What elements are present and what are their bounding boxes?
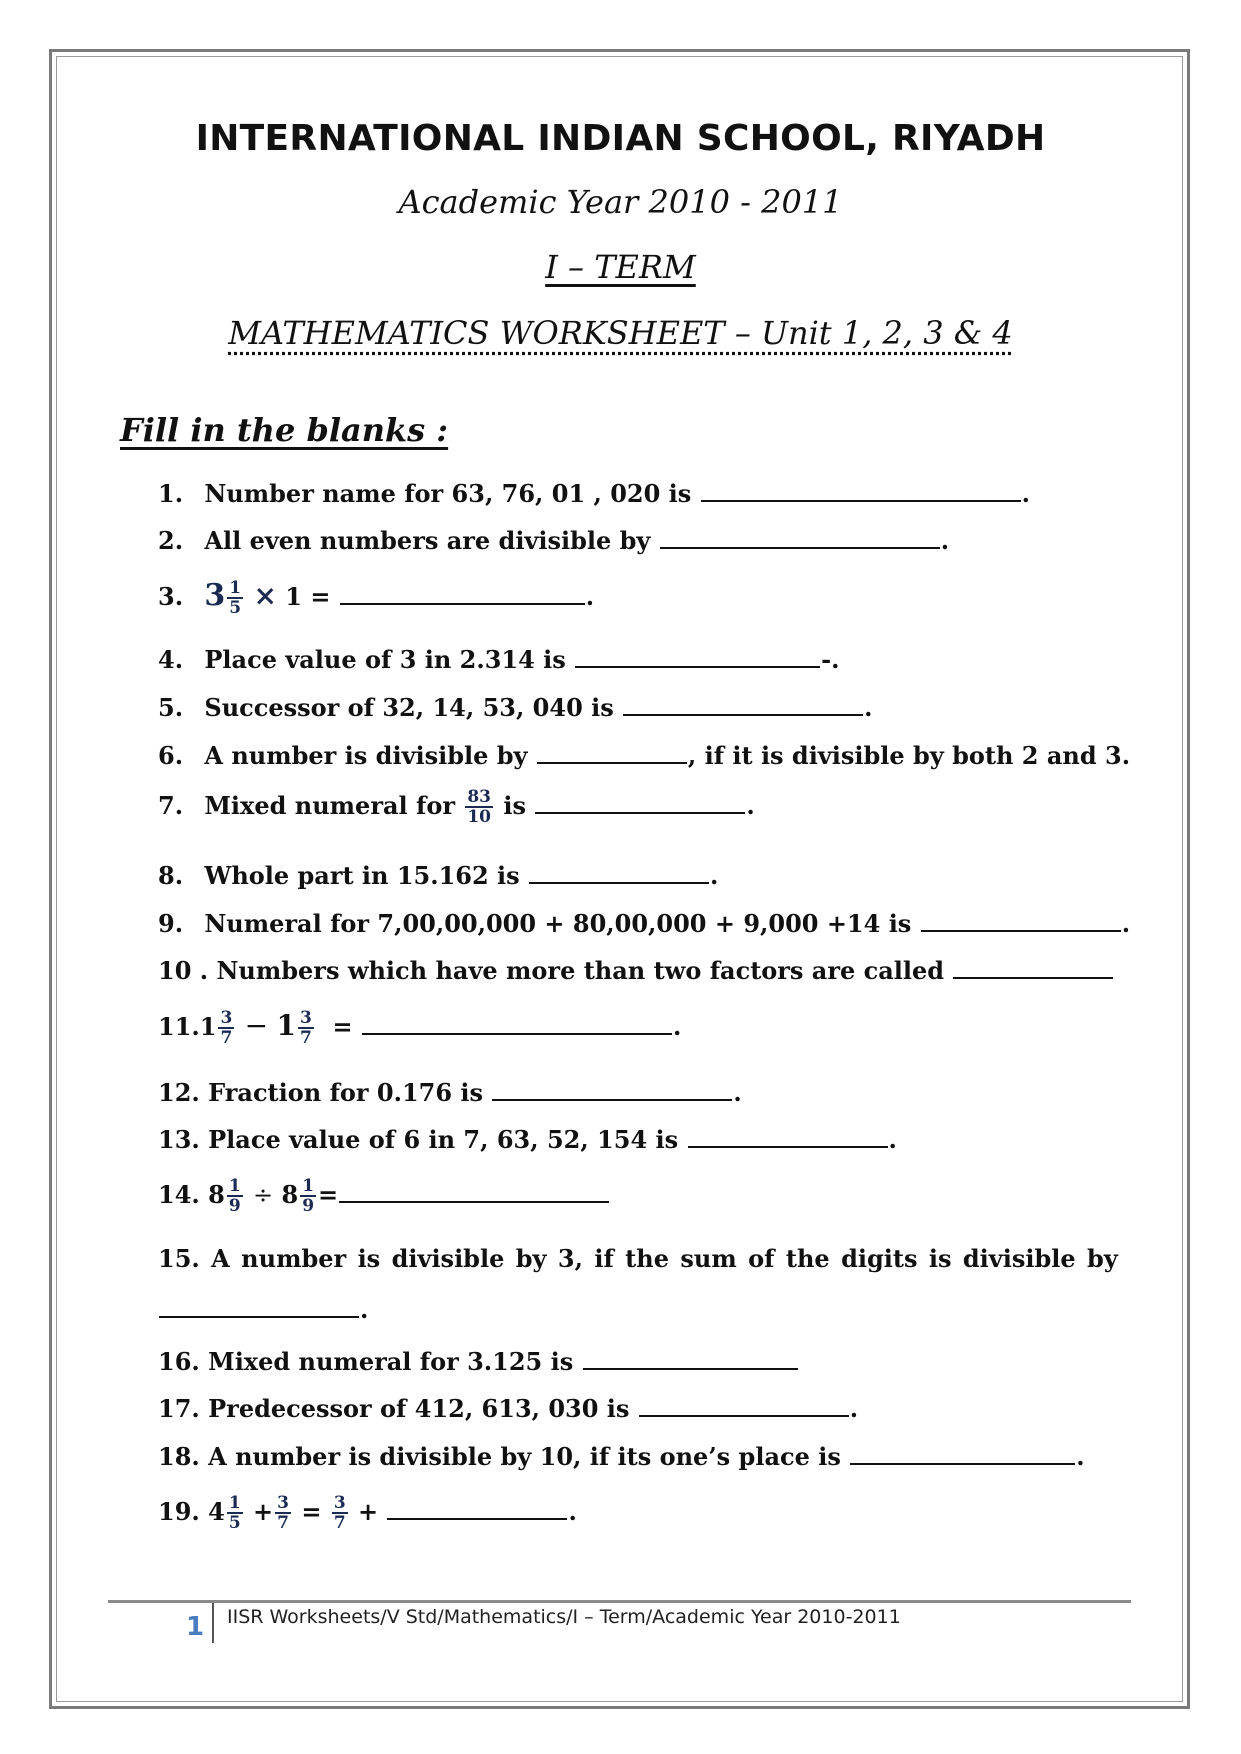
question-5: [158, 693, 873, 722]
question-number: 8.: [158, 861, 184, 890]
question-end: .: [733, 1078, 742, 1107]
numerator: 1: [228, 1493, 241, 1513]
question-end: .: [940, 526, 950, 555]
fraction: [298, 1010, 314, 1047]
question-10: [158, 956, 1114, 985]
question-word: if: [594, 1244, 614, 1273]
question-end: -.: [821, 645, 840, 674]
answer-blank[interactable]: [339, 1201, 609, 1203]
denominator: 10: [467, 807, 491, 827]
question-text: Mixed numeral for 3.125 is: [208, 1347, 574, 1376]
question-number: 12.: [158, 1078, 200, 1107]
footer-path: IISR Worksheets/V Std/Mathematics/I – Term/Academic Year 2010-2011: [227, 1606, 901, 1628]
question-end: .: [864, 693, 873, 722]
question-8: [158, 861, 719, 890]
question-number: 16.: [158, 1347, 200, 1376]
fraction: [465, 789, 493, 826]
whole-number: 1: [199, 1012, 217, 1041]
question-text: All even numbers are divisible by: [204, 526, 651, 555]
footer-rule: [108, 1600, 1131, 1603]
question-word: 3,: [557, 1244, 583, 1273]
numerator: 3: [220, 1008, 233, 1028]
fraction: [218, 1010, 234, 1047]
question-number: 4.: [158, 645, 184, 674]
divide-sign: ÷: [253, 1181, 274, 1209]
question-number: 14.: [158, 1180, 200, 1209]
numerator: 3: [299, 1008, 312, 1028]
worksheet-heading: MATHEMATICS WORKSHEET – Unit 1, 2, 3 & 4: [228, 314, 1013, 352]
question-text: Predecessor of 412, 613, 030 is: [208, 1394, 630, 1423]
denominator: 7: [220, 1028, 233, 1048]
numerator: 3: [333, 1493, 346, 1513]
question-number: 18.: [158, 1442, 200, 1471]
answer-blank[interactable]: [850, 1463, 1075, 1465]
question-word: the: [625, 1244, 669, 1273]
question-number: 2.: [158, 526, 184, 555]
numerator: 1: [228, 1176, 241, 1196]
answer-blank[interactable]: [159, 1316, 359, 1318]
question-number: 10 .: [158, 956, 209, 985]
whole-number: 8: [281, 1180, 299, 1209]
question-end: .: [1021, 479, 1031, 508]
question-text: Mixed numeral for: [204, 791, 455, 820]
fraction: [227, 1495, 243, 1532]
fraction: [227, 580, 243, 617]
question-text: Numbers which have more than two factors are called: [216, 956, 945, 985]
question-text: Fraction for 0.176 is: [208, 1078, 484, 1107]
question-15: [158, 1244, 1118, 1273]
question-number: 7.: [158, 791, 184, 820]
answer-blank[interactable]: [660, 547, 940, 549]
question-word: divisible: [391, 1244, 505, 1273]
question-word: by: [1087, 1244, 1118, 1273]
question-15-continued: [158, 1295, 369, 1324]
question-end: .: [1076, 1442, 1085, 1471]
question-word: is: [357, 1244, 381, 1273]
minus-sign: −: [244, 1009, 269, 1042]
numerator: 83: [467, 787, 491, 807]
academic-year: Academic Year 2010 - 2011: [398, 183, 843, 221]
answer-blank[interactable]: [529, 882, 709, 884]
question-text: A number is divisible by 10, if its one’s place is: [208, 1442, 841, 1471]
denominator: 5: [228, 1513, 241, 1533]
question-number: 17.: [158, 1394, 200, 1423]
answer-blank[interactable]: [623, 714, 863, 716]
question-end: .: [746, 791, 755, 820]
question-end: .: [710, 861, 719, 890]
question-text: Place value of 3 in 2.314 is: [204, 645, 566, 674]
question-end: .: [1121, 909, 1131, 938]
fraction: [300, 1178, 316, 1215]
question-word: sum: [680, 1244, 737, 1273]
whole-number: 8: [208, 1180, 225, 1209]
page-number: 1: [186, 1612, 205, 1642]
question-2: [158, 526, 950, 555]
question-1: [158, 479, 1031, 508]
denominator: 7: [333, 1513, 346, 1533]
question-16: [158, 1347, 799, 1376]
question-end: .: [849, 1394, 859, 1423]
plus-sign: +: [253, 1497, 274, 1526]
answer-blank[interactable]: [583, 1368, 798, 1370]
question-19: [158, 1495, 577, 1532]
school-title: INTERNATIONAL INDIAN SCHOOL, RIYADH: [195, 118, 1046, 159]
question-text: Place value of 6 in 7, 63, 52, 154 is: [208, 1125, 679, 1154]
denominator: 9: [302, 1196, 315, 1216]
whole-number: 3: [204, 578, 226, 613]
fraction: [275, 1495, 291, 1532]
footer-divider: [212, 1603, 214, 1643]
question-14: [158, 1178, 610, 1215]
question-number: 19.: [158, 1497, 200, 1526]
numerator: 3: [277, 1493, 289, 1513]
question-11: [158, 1010, 681, 1047]
question-word: is: [928, 1244, 952, 1273]
question-number: 13.: [158, 1125, 200, 1154]
answer-blank[interactable]: [921, 930, 1121, 932]
question-18: [158, 1442, 1085, 1471]
question-text-after: is: [503, 791, 526, 820]
answer-blank[interactable]: [492, 1099, 732, 1101]
fraction: [332, 1495, 348, 1532]
question-text: Successor of 32, 14, 53, 040 is: [204, 693, 614, 722]
question-number: 3.: [158, 582, 184, 611]
answer-blank[interactable]: [537, 762, 687, 764]
question-12: [158, 1078, 742, 1107]
denominator: 5: [229, 598, 242, 618]
question-word: by: [515, 1244, 547, 1273]
numerator: 1: [302, 1176, 315, 1196]
question-word: the: [785, 1244, 830, 1273]
question-text: Whole part in 15.162 is: [204, 861, 520, 890]
question-word: divisible: [962, 1244, 1076, 1273]
question-word: number: [241, 1244, 347, 1273]
answer-blank[interactable]: [535, 812, 745, 814]
question-4: [158, 645, 840, 674]
answer-blank[interactable]: [575, 666, 820, 668]
answer-blank[interactable]: [701, 500, 1021, 502]
question-end: .: [888, 1125, 897, 1154]
section-title: Fill in the blanks :: [120, 411, 449, 449]
question-number: 11.: [158, 1012, 200, 1041]
question-number: 1.: [158, 479, 184, 508]
question-end: .: [360, 1295, 369, 1324]
question-3: [158, 580, 594, 617]
question-9: [158, 909, 1131, 938]
question-word: digits: [841, 1244, 918, 1273]
question-word: A: [211, 1244, 230, 1273]
term-heading: I – TERM: [545, 248, 696, 286]
answer-blank[interactable]: [362, 1033, 672, 1035]
question-13: [158, 1125, 897, 1154]
question-number: 6.: [158, 741, 184, 770]
answer-blank[interactable]: [340, 603, 585, 605]
question-number: 15.: [158, 1244, 200, 1273]
numerator: 1: [229, 578, 242, 598]
equals-sign: =: [332, 1012, 353, 1041]
answer-blank[interactable]: [387, 1518, 567, 1520]
question-text: Number name for 63, 76, 01 , 020 is: [204, 479, 692, 508]
question-number: 9.: [158, 909, 184, 938]
whole-number: 1: [276, 1009, 296, 1042]
multiply-sign: ×: [253, 579, 277, 612]
question-end: .: [673, 1012, 682, 1041]
fraction: [227, 1178, 243, 1215]
denominator: 7: [277, 1513, 289, 1533]
question-17: [158, 1394, 859, 1423]
question-7: [158, 789, 755, 826]
answer-blank[interactable]: [688, 1146, 888, 1148]
equals-sign: =: [318, 1180, 339, 1209]
answer-blank[interactable]: [953, 977, 1113, 979]
question-text: Numeral for 7,00,00,000 + 80,00,000 + 9,000 +14 is: [204, 909, 912, 938]
question-end: .: [568, 1497, 577, 1526]
question-end: , if it is divisible by both 2 and 3.: [687, 741, 1131, 770]
whole-number: 4: [208, 1497, 225, 1526]
answer-blank[interactable]: [639, 1415, 849, 1417]
expression-rest: 1 =: [285, 582, 331, 611]
question-text: A number is divisible by: [204, 741, 528, 770]
question-end: .: [585, 582, 595, 611]
denominator: 7: [299, 1028, 312, 1048]
question-6: [158, 741, 1131, 770]
denominator: 9: [228, 1196, 241, 1216]
plus-sign: +: [358, 1497, 379, 1526]
question-number: 5.: [158, 693, 184, 722]
question-word: of: [748, 1244, 775, 1273]
equals-sign: =: [301, 1497, 322, 1526]
